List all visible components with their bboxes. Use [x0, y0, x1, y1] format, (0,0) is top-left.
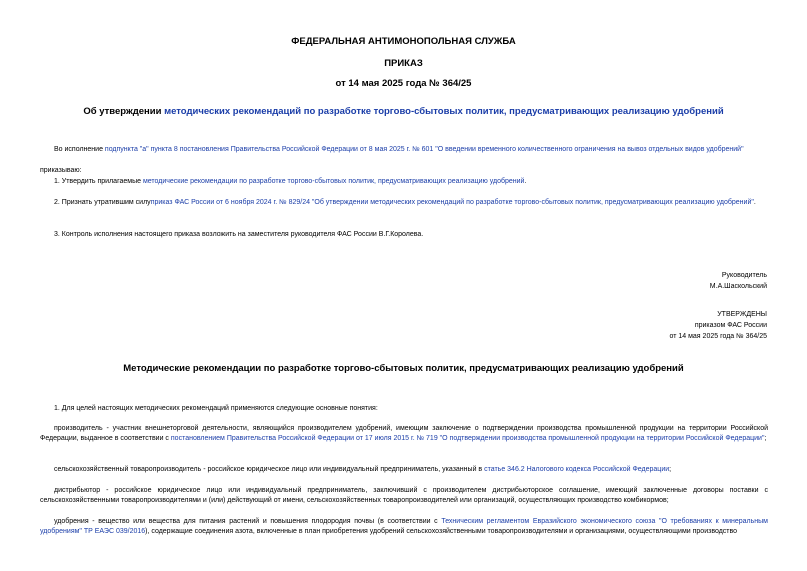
- rec-para-1: 1. Для целей настоящих методических рекомендаций применяются следующие основные понятия:: [54, 405, 378, 412]
- item-3: 3. Контроль исполнения настоящего приказа возложить на заместителя руководителя ФАС России В.Г.Королева.: [54, 231, 424, 238]
- doc-title-prefix: Об утверждении: [83, 106, 165, 117]
- doc-title: [0, 106, 807, 117]
- rec-para-4: дистрибьютор - российское юридическое лицо или индивидуальный предприниматель, заключивший с производителем дистрибьюторское соглашение, имеющий заключенные договоры поставки с сельскохозяйственными товаропроизводителями и (или) действующий от имени, сельскохозяйственных товаропроизводителей или организаций, осуществляющих производство комбикормов;: [40, 487, 768, 504]
- item-1-link[interactable]: методические рекомендации по разработке торгово-сбытовых политик, предусматривающих реализацию удобрений: [142, 178, 525, 185]
- signature-position: Руководитель: [721, 272, 767, 279]
- rec-para-2-end: ;: [764, 435, 767, 442]
- approved-line-1: УТВЕРЖДЕНЫ: [717, 311, 767, 318]
- preamble: [40, 145, 768, 155]
- recommendations-title: Методические рекомендации по разработке торгово-сбытовых политик, предусматривающих реализацию удобрений: [123, 363, 684, 374]
- rec-para-5-end: ), содержащие соединения азота, включенные в план приобретения удобрений сельскохозяйственными товаропроизводителями и организациями, осуществляющими производство: [145, 528, 738, 535]
- signature-name: М.А.Шаскольский: [709, 283, 767, 290]
- item-1-text: 1. Утвердить прилагаемые: [54, 178, 143, 185]
- rec-para-2: [40, 424, 768, 444]
- rec-para-3-link[interactable]: статье 346.2 Налогового кодекса Российской Федерации: [484, 466, 670, 473]
- agency-heading: ФЕДЕРАЛЬНАЯ АНТИМОНОПОЛЬНАЯ СЛУЖБА: [291, 36, 516, 47]
- approved-block: [669, 309, 767, 342]
- order-word: приказываю:: [40, 167, 82, 174]
- rec-para-5: [40, 517, 768, 537]
- rec-para-3-text: сельскохозяйственный товаропроизводитель - российское юридическое лицо или индивидуальный предприниматель, указанный в: [54, 466, 485, 473]
- preamble-text: Во исполнение: [54, 146, 105, 153]
- rec-para-5-link[interactable]: Техническим регламентом Евразийского экономического союза "О требованиях к минеральным удобрениям" ТР ЕАЭС 039/2016: [40, 518, 768, 535]
- rec-para-2-link[interactable]: постановлением Правительства Российской Федерации от 17 июля 2015 г. № 719 "О подтверждении производства промышленной продукции на территории Российской Федерации": [170, 435, 765, 442]
- doc-date-number: от 14 мая 2025 года № 364/25: [335, 78, 472, 89]
- approved-line-2: приказом ФАС России: [694, 322, 767, 329]
- signature-block: [710, 270, 767, 292]
- doc-title-link[interactable]: методических рекомендаций по разработке торгово-сбытовых политик, предусматривающих реализацию удобрений: [164, 106, 724, 117]
- item-2-end: .: [753, 199, 756, 206]
- item-1-end: .: [524, 178, 527, 185]
- item-2-link[interactable]: приказ ФАС России от 6 ноября 2024 г. № 829/24 "Об утверждении методических рекомендаций по разработке торгово-сбытовых политик, предусматривающих реализацию удобрений": [150, 199, 754, 206]
- item-1: [40, 177, 768, 187]
- rec-para-3: [40, 465, 768, 475]
- rec-para-3-end: ;: [669, 466, 672, 473]
- item-2-text: 2. Признать утратившим силу: [54, 199, 151, 206]
- preamble-link[interactable]: подпункта "а" пункта 8 постановления Правительства Российской Федерации от 8 мая 2025 г. № 601 "О введении временного количественного ограничения на вывоз отдельных видов удобрений": [104, 146, 744, 153]
- rec-para-2-text: производитель - участник внешнеторговой деятельности, являющийся производителем удобрений, имеющим заключение о подтверждении производства промышленной продукции на территории Российской Федерации, выданное в соответствии с: [40, 425, 768, 442]
- approved-line-3: от 14 мая 2025 года № 364/25: [669, 333, 767, 340]
- item-2: [40, 198, 768, 208]
- doc-type-heading: ПРИКАЗ: [384, 58, 423, 69]
- rec-para-5-text: удобрения - вещество или вещества для питания растений и повышения плодородия почвы (в соответствии с: [54, 518, 442, 525]
